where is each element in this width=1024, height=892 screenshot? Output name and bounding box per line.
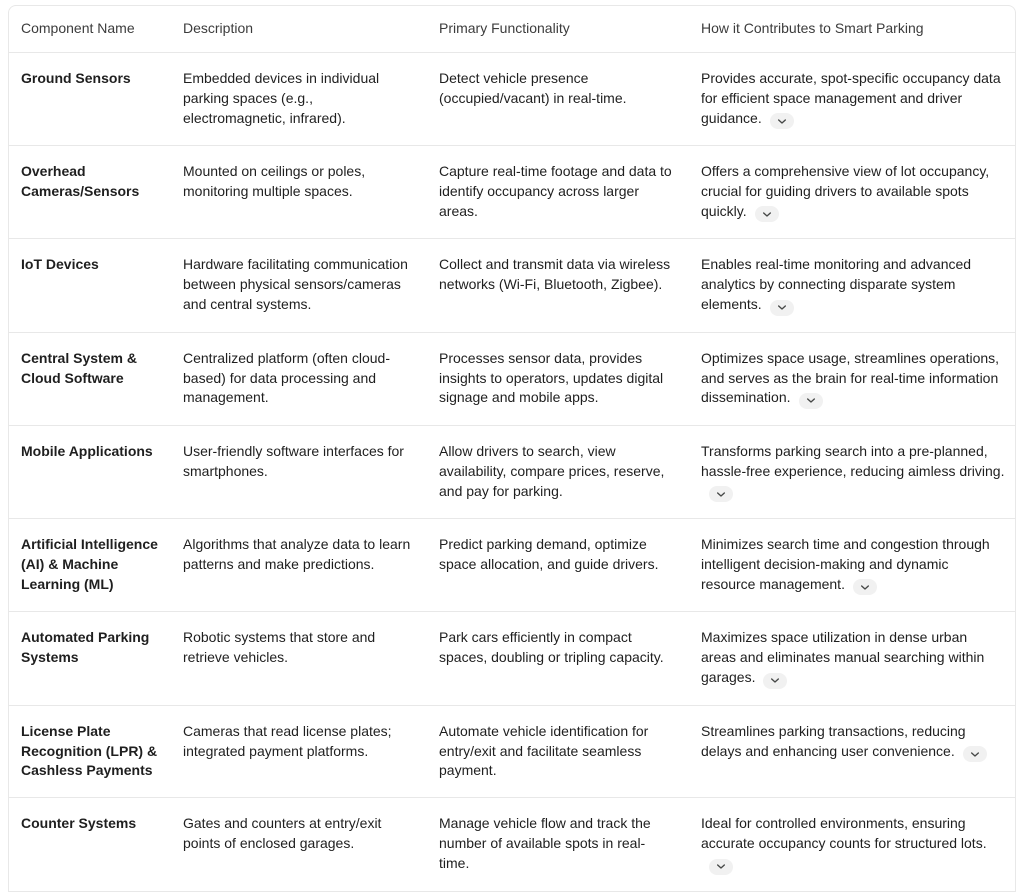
contribution-text: Provides accurate, spot-specific occupancy data for efficient space management and driver guidance. xyxy=(701,69,1001,126)
chevron-down-icon xyxy=(770,677,780,684)
table-row xyxy=(9,798,1015,891)
table-row xyxy=(9,705,1015,798)
chevron-down-icon xyxy=(860,584,870,591)
description-cell: Mounted on ceilings or poles, monitoring multiple spaces. xyxy=(183,146,439,239)
component-name-cell: Automated Parking Systems xyxy=(9,612,183,705)
expand-sources-button[interactable] xyxy=(799,393,823,409)
expand-sources-button[interactable] xyxy=(770,113,794,129)
functionality-cell: Park cars efficiently in compact spaces, doubling or tripling capacity. xyxy=(439,612,701,705)
component-name-cell: Overhead Cameras/Sensors xyxy=(9,146,183,239)
contribution-text: Transforms parking search into a pre-planned, hassle-free experience, reducing aimless driving. xyxy=(701,442,1005,479)
contribution-text: Streamlines parking transactions, reducing delays and enhancing user convenience. xyxy=(701,722,966,759)
chevron-down-icon xyxy=(716,491,726,498)
description-cell: User-friendly software interfaces for smartphones. xyxy=(183,425,439,518)
component-name-cell: Ground Sensors xyxy=(9,52,183,145)
chevron-down-icon xyxy=(970,751,980,758)
contribution-cell xyxy=(701,332,1015,425)
component-name-cell: Artificial Intelligence (AI) & Machine Learning (ML) xyxy=(9,519,183,612)
description-cell: Hardware facilitating communication between physical sensors/cameras and central systems. xyxy=(183,239,439,332)
contribution-text: Minimizes search time and congestion through intelligent decision-making and dynamic resource management. xyxy=(701,536,990,592)
contribution-cell xyxy=(701,705,1015,798)
expand-sources-button[interactable] xyxy=(770,300,794,316)
expand-sources-button[interactable] xyxy=(755,206,779,222)
functionality-cell: Automate vehicle identification for entry/exit and facilitate seamless payment. xyxy=(439,705,701,798)
expand-sources-button[interactable] xyxy=(709,486,733,502)
contribution-text: Enables real-time monitoring and advanced analytics by connecting disparate system elements. xyxy=(701,256,972,313)
contribution-cell xyxy=(701,798,1015,891)
functionality-cell: Detect vehicle presence (occupied/vacant) in real-time. xyxy=(439,52,701,145)
column-header-contribution: How it Contributes to Smart Parking xyxy=(701,6,1015,52)
description-cell: Algorithms that analyze data to learn patterns and make predictions. xyxy=(183,519,439,612)
functionality-cell: Processes sensor data, provides insights to operators, updates digital signage and mobile apps. xyxy=(439,332,701,425)
components-table xyxy=(9,6,1015,892)
table-row xyxy=(9,332,1015,425)
expand-sources-button[interactable] xyxy=(763,673,787,689)
contribution-cell xyxy=(701,519,1015,612)
chevron-down-icon xyxy=(716,863,726,870)
contribution-text: Maximizes space utilization in dense urban areas and eliminates manual searching within garages. xyxy=(701,629,985,686)
table-row xyxy=(9,519,1015,612)
chevron-down-icon xyxy=(762,211,772,218)
description-cell: Centralized platform (often cloud-based) for data processing and management. xyxy=(183,332,439,425)
description-cell: Cameras that read license plates; integrated payment platforms. xyxy=(183,705,439,798)
contribution-cell xyxy=(701,612,1015,705)
expand-sources-button[interactable] xyxy=(963,746,987,762)
chevron-down-icon xyxy=(806,397,816,404)
contribution-cell xyxy=(701,146,1015,239)
contribution-cell xyxy=(701,425,1015,518)
contribution-cell xyxy=(701,52,1015,145)
contribution-text: Offers a comprehensive view of lot occupancy, crucial for guiding drivers to available spots quickly. xyxy=(701,163,990,219)
expand-sources-button[interactable] xyxy=(709,859,733,875)
functionality-cell: Allow drivers to search, view availability, compare prices, reserve, and pay for parking. xyxy=(439,425,701,518)
table-row xyxy=(9,239,1015,332)
column-header-description: Description xyxy=(183,6,439,52)
chevron-down-icon xyxy=(777,118,787,125)
table-row xyxy=(9,425,1015,518)
column-header-primary-functionality: Primary Functionality xyxy=(439,6,701,52)
functionality-cell: Collect and transmit data via wireless networks (Wi-Fi, Bluetooth, Zigbee). xyxy=(439,239,701,332)
smart-parking-components-table xyxy=(8,5,1016,892)
table-row xyxy=(9,146,1015,239)
contribution-text: Ideal for controlled environments, ensuring accurate occupancy counts for structured lots. xyxy=(701,815,987,852)
component-name-cell: License Plate Recognition (LPR) & Cashless Payments xyxy=(9,705,183,798)
component-name-cell: IoT Devices xyxy=(9,239,183,332)
functionality-cell: Manage vehicle flow and track the number of available spots in real-time. xyxy=(439,798,701,891)
functionality-cell: Predict parking demand, optimize space allocation, and guide drivers. xyxy=(439,519,701,612)
component-name-cell: Mobile Applications xyxy=(9,425,183,518)
component-name-cell: Central System & Cloud Software xyxy=(9,332,183,425)
contribution-cell xyxy=(701,239,1015,332)
expand-sources-button[interactable] xyxy=(853,579,877,595)
contribution-text: Optimizes space usage, streamlines operations, and serves as the brain for real-time information dissemination. xyxy=(701,349,1000,406)
table-header-row xyxy=(9,6,1015,52)
table-row xyxy=(9,52,1015,145)
chevron-down-icon xyxy=(777,304,787,311)
description-cell: Gates and counters at entry/exit points of enclosed garages. xyxy=(183,798,439,891)
description-cell: Robotic systems that store and retrieve vehicles. xyxy=(183,612,439,705)
column-header-component-name: Component Name xyxy=(9,6,183,52)
description-cell: Embedded devices in individual parking spaces (e.g., electromagnetic, infrared). xyxy=(183,52,439,145)
component-name-cell: Counter Systems xyxy=(9,798,183,891)
functionality-cell: Capture real-time footage and data to identify occupancy across larger areas. xyxy=(439,146,701,239)
table-row xyxy=(9,612,1015,705)
